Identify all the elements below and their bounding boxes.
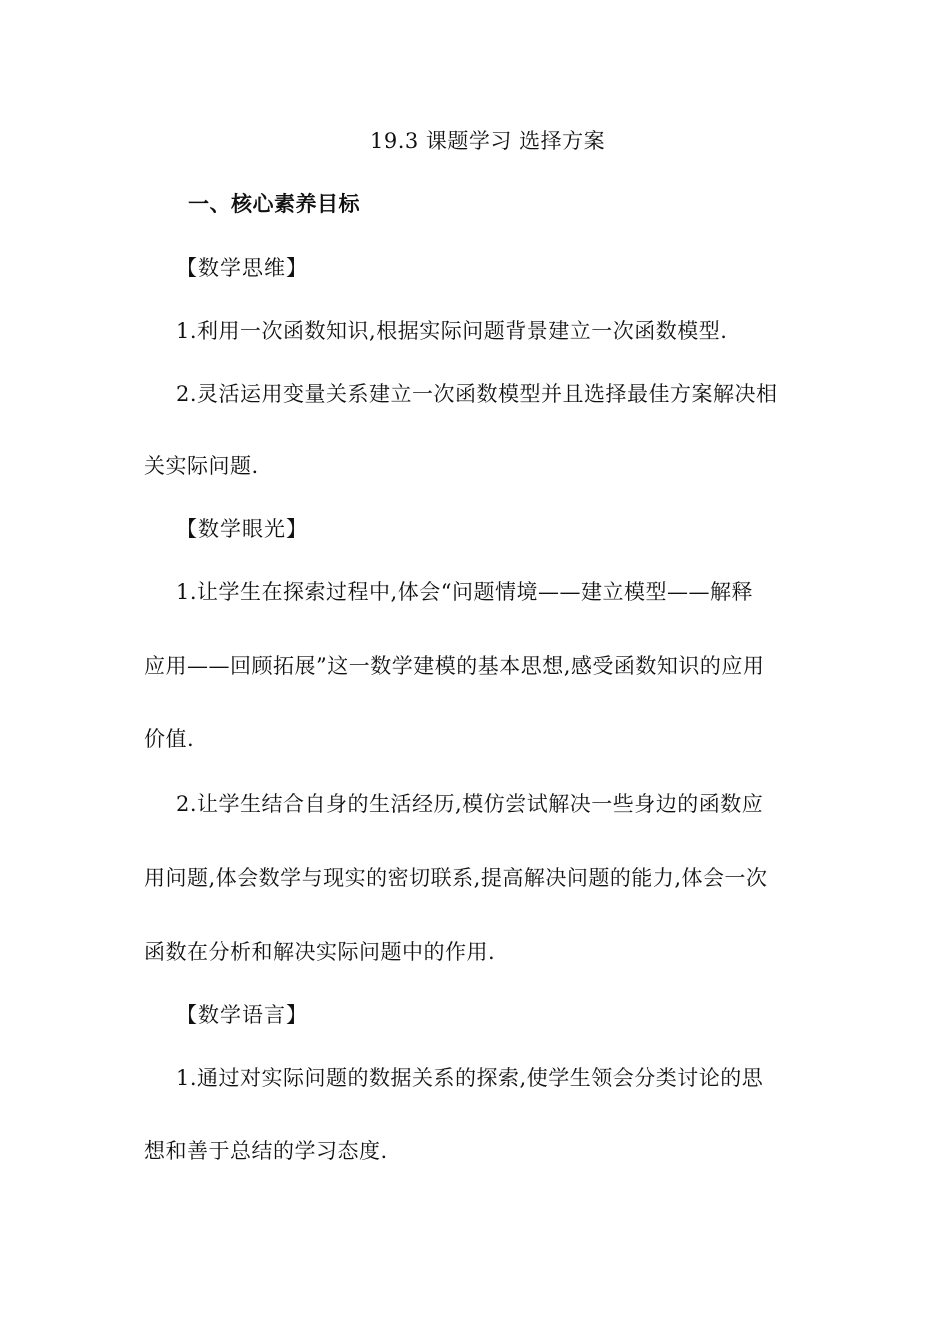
language-item-1-line-2: 想和善于总结的学习态度. bbox=[144, 1139, 388, 1163]
thinking-item-2-line-1: 2.灵活运用变量关系建立一次函数模型并且选择最佳方案解决相 bbox=[176, 382, 778, 406]
vision-item-2-line-3: 函数在分析和解决实际问题中的作用. bbox=[144, 940, 496, 964]
thinking-item-2-line-2: 关实际问题. bbox=[144, 454, 259, 478]
subsection-label-vision: 【数学眼光】 bbox=[176, 517, 308, 541]
vision-item-1-line-1: 1.让学生在探索过程中,体会“问题情境——建立模型——解释 bbox=[176, 580, 753, 604]
subsection-label-language: 【数学语言】 bbox=[176, 1003, 308, 1027]
vision-item-2-line-1: 2.让学生结合自身的生活经历,模仿尝试解决一些身边的函数应 bbox=[176, 792, 764, 816]
vision-item-1-line-3: 价值. bbox=[144, 727, 195, 751]
language-item-1-line-1: 1.通过对实际问题的数据关系的探索,使学生领会分类讨论的思 bbox=[176, 1066, 764, 1090]
thinking-item-1: 1.利用一次函数知识,根据实际问题背景建立一次函数模型. bbox=[176, 319, 728, 343]
vision-item-1-line-2: 应用——回顾拓展”这一数学建模的基本思想,感受函数知识的应用 bbox=[144, 654, 765, 678]
subsection-label-thinking: 【数学思维】 bbox=[176, 256, 308, 280]
vision-item-2-line-2: 用问题,体会数学与现实的密切联系,提高解决问题的能力,体会一次 bbox=[144, 866, 768, 890]
section-heading: 一、核心素养目标 bbox=[188, 192, 360, 216]
page-title: 19.3 课题学习 选择方案 bbox=[370, 129, 606, 153]
